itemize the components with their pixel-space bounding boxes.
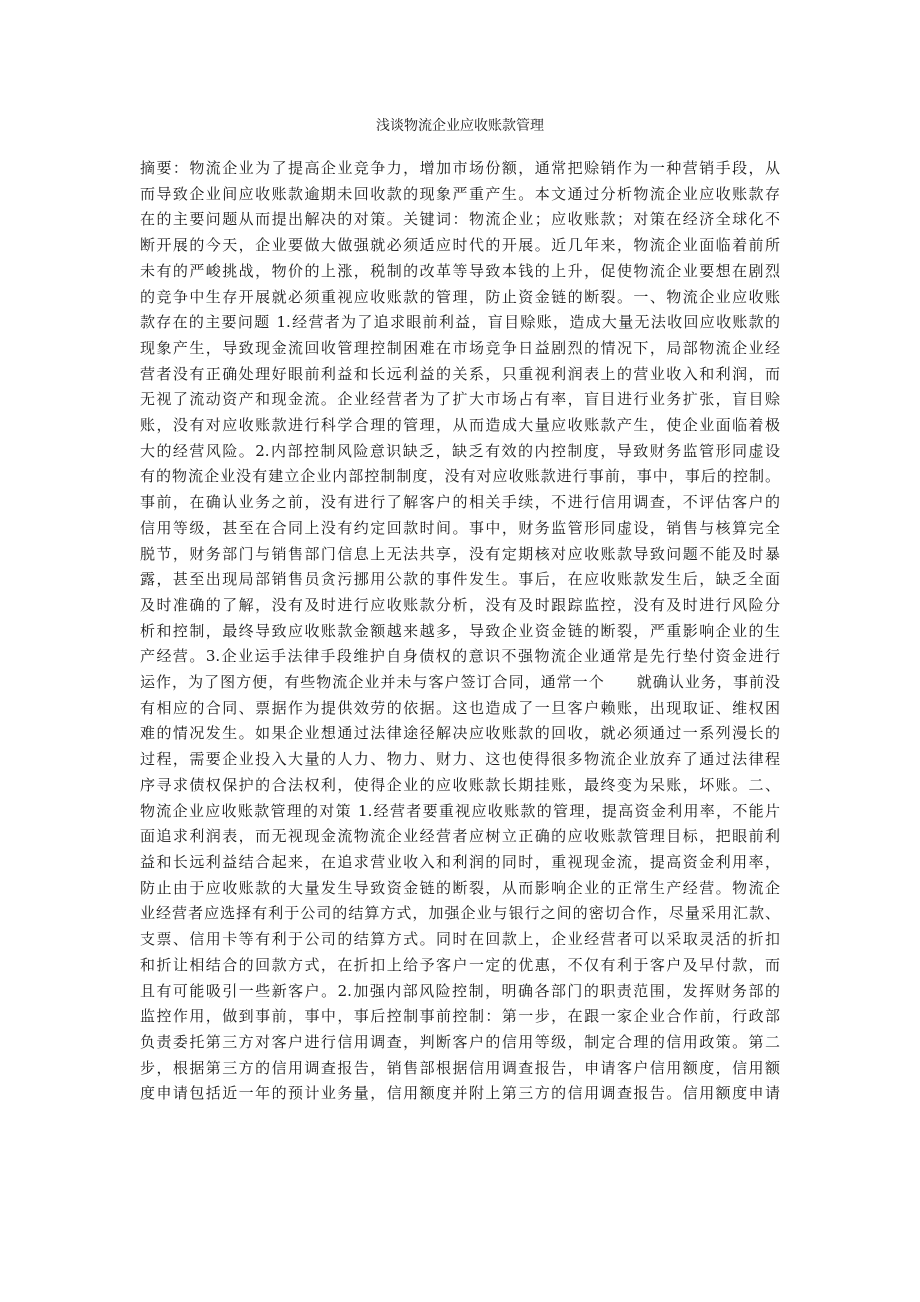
body-text-line: 账，没有对应收账款进行科学合理的管理，从而造成大量应收账款产生，使企业面临着极 xyxy=(140,416,780,435)
body-text-line: 产经营。3.企业运手法律手段维护自身债权的意识不强物流企业通常是先行垫付资金进行 xyxy=(140,647,780,666)
body-text-line: 摘要：物流企业为了提高企业竞争力，增加市场份额，通常把赊销作为一种营销手段，从 xyxy=(140,159,780,177)
body-text-line: 业经营者应选择有利于公司的结算方式，加强企业与银行之间的密切合作，尽量采用汇款、 xyxy=(140,904,780,923)
body-text-line: 度申请包括近一年的预计业务量，信用额度并附上第三方的信用调查报告。信用额度申请 xyxy=(140,1084,780,1103)
body-text-line: 的竞争中生存开展就必须重视应收账款的管理，防止资金链的断裂。一、物流企业应收账 xyxy=(140,287,780,306)
body-text-line: 露，甚至出现局部销售员贪污挪用公款的事件发生。事后，在应收账款发生后，缺乏全面 xyxy=(140,570,780,589)
body-text-line: 现象产生，导致现金流回收管理控制困难在市场竞争日益剧烈的情况下，局部物流企业经 xyxy=(140,338,780,357)
document-body xyxy=(140,156,780,1107)
body-text-line: 无视了流动资产和现金流。企业经营者为了扩大市场占有率，盲目进行业务扩张，盲目赊 xyxy=(140,390,780,409)
body-text-line: 而导致企业间应收账款逾期未回收款的现象严重产生。本文通过分析物流企业应收账款存 xyxy=(140,184,780,203)
body-text-line: 难的情况发生。如果企业想通过法律途径解决应收账款的回收，就必须通过一系列漫长的 xyxy=(140,724,780,743)
body-text-line: 步，根据第三方的信用调查报告，销售部根据信用调查报告，申请客户信用额度，信用额 xyxy=(140,1058,780,1077)
body-text-line: 断开展的今天，企业要做大做强就必须适应时代的开展。近几年来，物流企业面临着前所 xyxy=(140,236,780,255)
body-text-line: 序寻求债权保护的合法权利，使得企业的应收账款长期挂账，最终变为呆账，坏账。二、 xyxy=(140,775,780,794)
body-text-line: 事前，在确认业务之前，没有进行了解客户的相关手续，不进行信用调查，不评估客户的 xyxy=(140,493,780,512)
document-title: 浅谈物流企业应收账款管理 xyxy=(376,118,544,134)
body-text-line: 未有的严峻挑战，物价的上涨，税制的改革等导致本钱的上升，促使物流企业要想在剧烈 xyxy=(140,261,780,280)
body-text-line: 在的主要问题从而提出解决的对策。关键词：物流企业；应收账款；对策在经济全球化不 xyxy=(140,210,780,229)
body-text-line: 有的物流企业没有建立企业内部控制制度，没有对应收账款进行事前，事中，事后的控制。 xyxy=(140,467,780,486)
body-text-line: 有相应的合同、票据作为提供效劳的依据。这也造成了一旦客户赖账，出现取证、维权困 xyxy=(140,698,780,717)
body-text-line: 及时准确的了解，没有及时进行应收账款分析，没有及时跟踪监控，没有及时进行风险分 xyxy=(140,595,780,614)
body-text-line: 脱节，财务部门与销售部门信息上无法共享，没有定期核对应收账款导致问题不能及时暴 xyxy=(140,544,780,563)
body-text-line: 且有可能吸引一些新客户。2.加强内部风险控制，明确各部门的职责范围，发挥财务部的 xyxy=(140,981,780,1000)
body-text-line: 物流企业应收账款管理的对策 1.经营者要重视应收账款的管理，提高资金利用率，不能片 xyxy=(140,801,780,820)
body-text-line: 过程，需要企业投入大量的人力、物力、财力、这也使得很多物流企业放弃了通过法律程 xyxy=(140,750,780,769)
body-text-line: 析和控制，最终导致应收账款金额越来越多，导致企业资金链的断裂，严重影响企业的生 xyxy=(140,621,780,640)
body-text-line: 和折让相结合的回款方式，在折扣上给予客户一定的优惠，不仅有利于客户及早付款，而 xyxy=(140,955,780,974)
body-text-line: 大的经营风险。2.内部控制风险意识缺乏，缺乏有效的内控制度，导致财务监管形同虚设 xyxy=(140,441,780,460)
body-text-line: 面追求利润表，而无视现金流物流企业经营者应树立正确的应收账款管理目标，把眼前利 xyxy=(140,827,780,846)
body-text-line: 营者没有正确处理好眼前利益和长远利益的关系，只重视利润表上的营业收入和利润，而 xyxy=(140,364,780,383)
body-text-line: 防止由于应收账款的大量发生导致资金链的断裂，从而影响企业的正常生产经营。物流企 xyxy=(140,878,780,897)
body-text-line: 益和长远利益结合起来，在追求营业收入和利润的同时，重视现金流，提高资金利用率， xyxy=(140,852,780,871)
body-text-line: 监控作用，做到事前，事中，事后控制事前控制：第一步，在跟一家企业合作前，行政部 xyxy=(140,1007,780,1026)
body-text-line: 款存在的主要问题 1.经营者为了追求眼前利益，盲目赊账，造成大量无法收回应收账款的 xyxy=(140,313,780,332)
body-text-line: 支票、信用卡等有利于公司的结算方式。同时在回款上，企业经营者可以采取灵活的折扣 xyxy=(140,930,780,949)
body-text-line: 信用等级，甚至在合同上没有约定回款时间。事中，财务监管形同虚设，销售与核算完全 xyxy=(140,518,780,537)
body-text-line: 运作，为了图方便，有些物流企业并未与客户签订合同，通常一个 就确认业务，事前没 xyxy=(140,673,780,692)
body-text-line: 负责委托第三方对客户进行信用调查，判断客户的信用等级，制定合理的信用政策。第二 xyxy=(140,1032,780,1051)
